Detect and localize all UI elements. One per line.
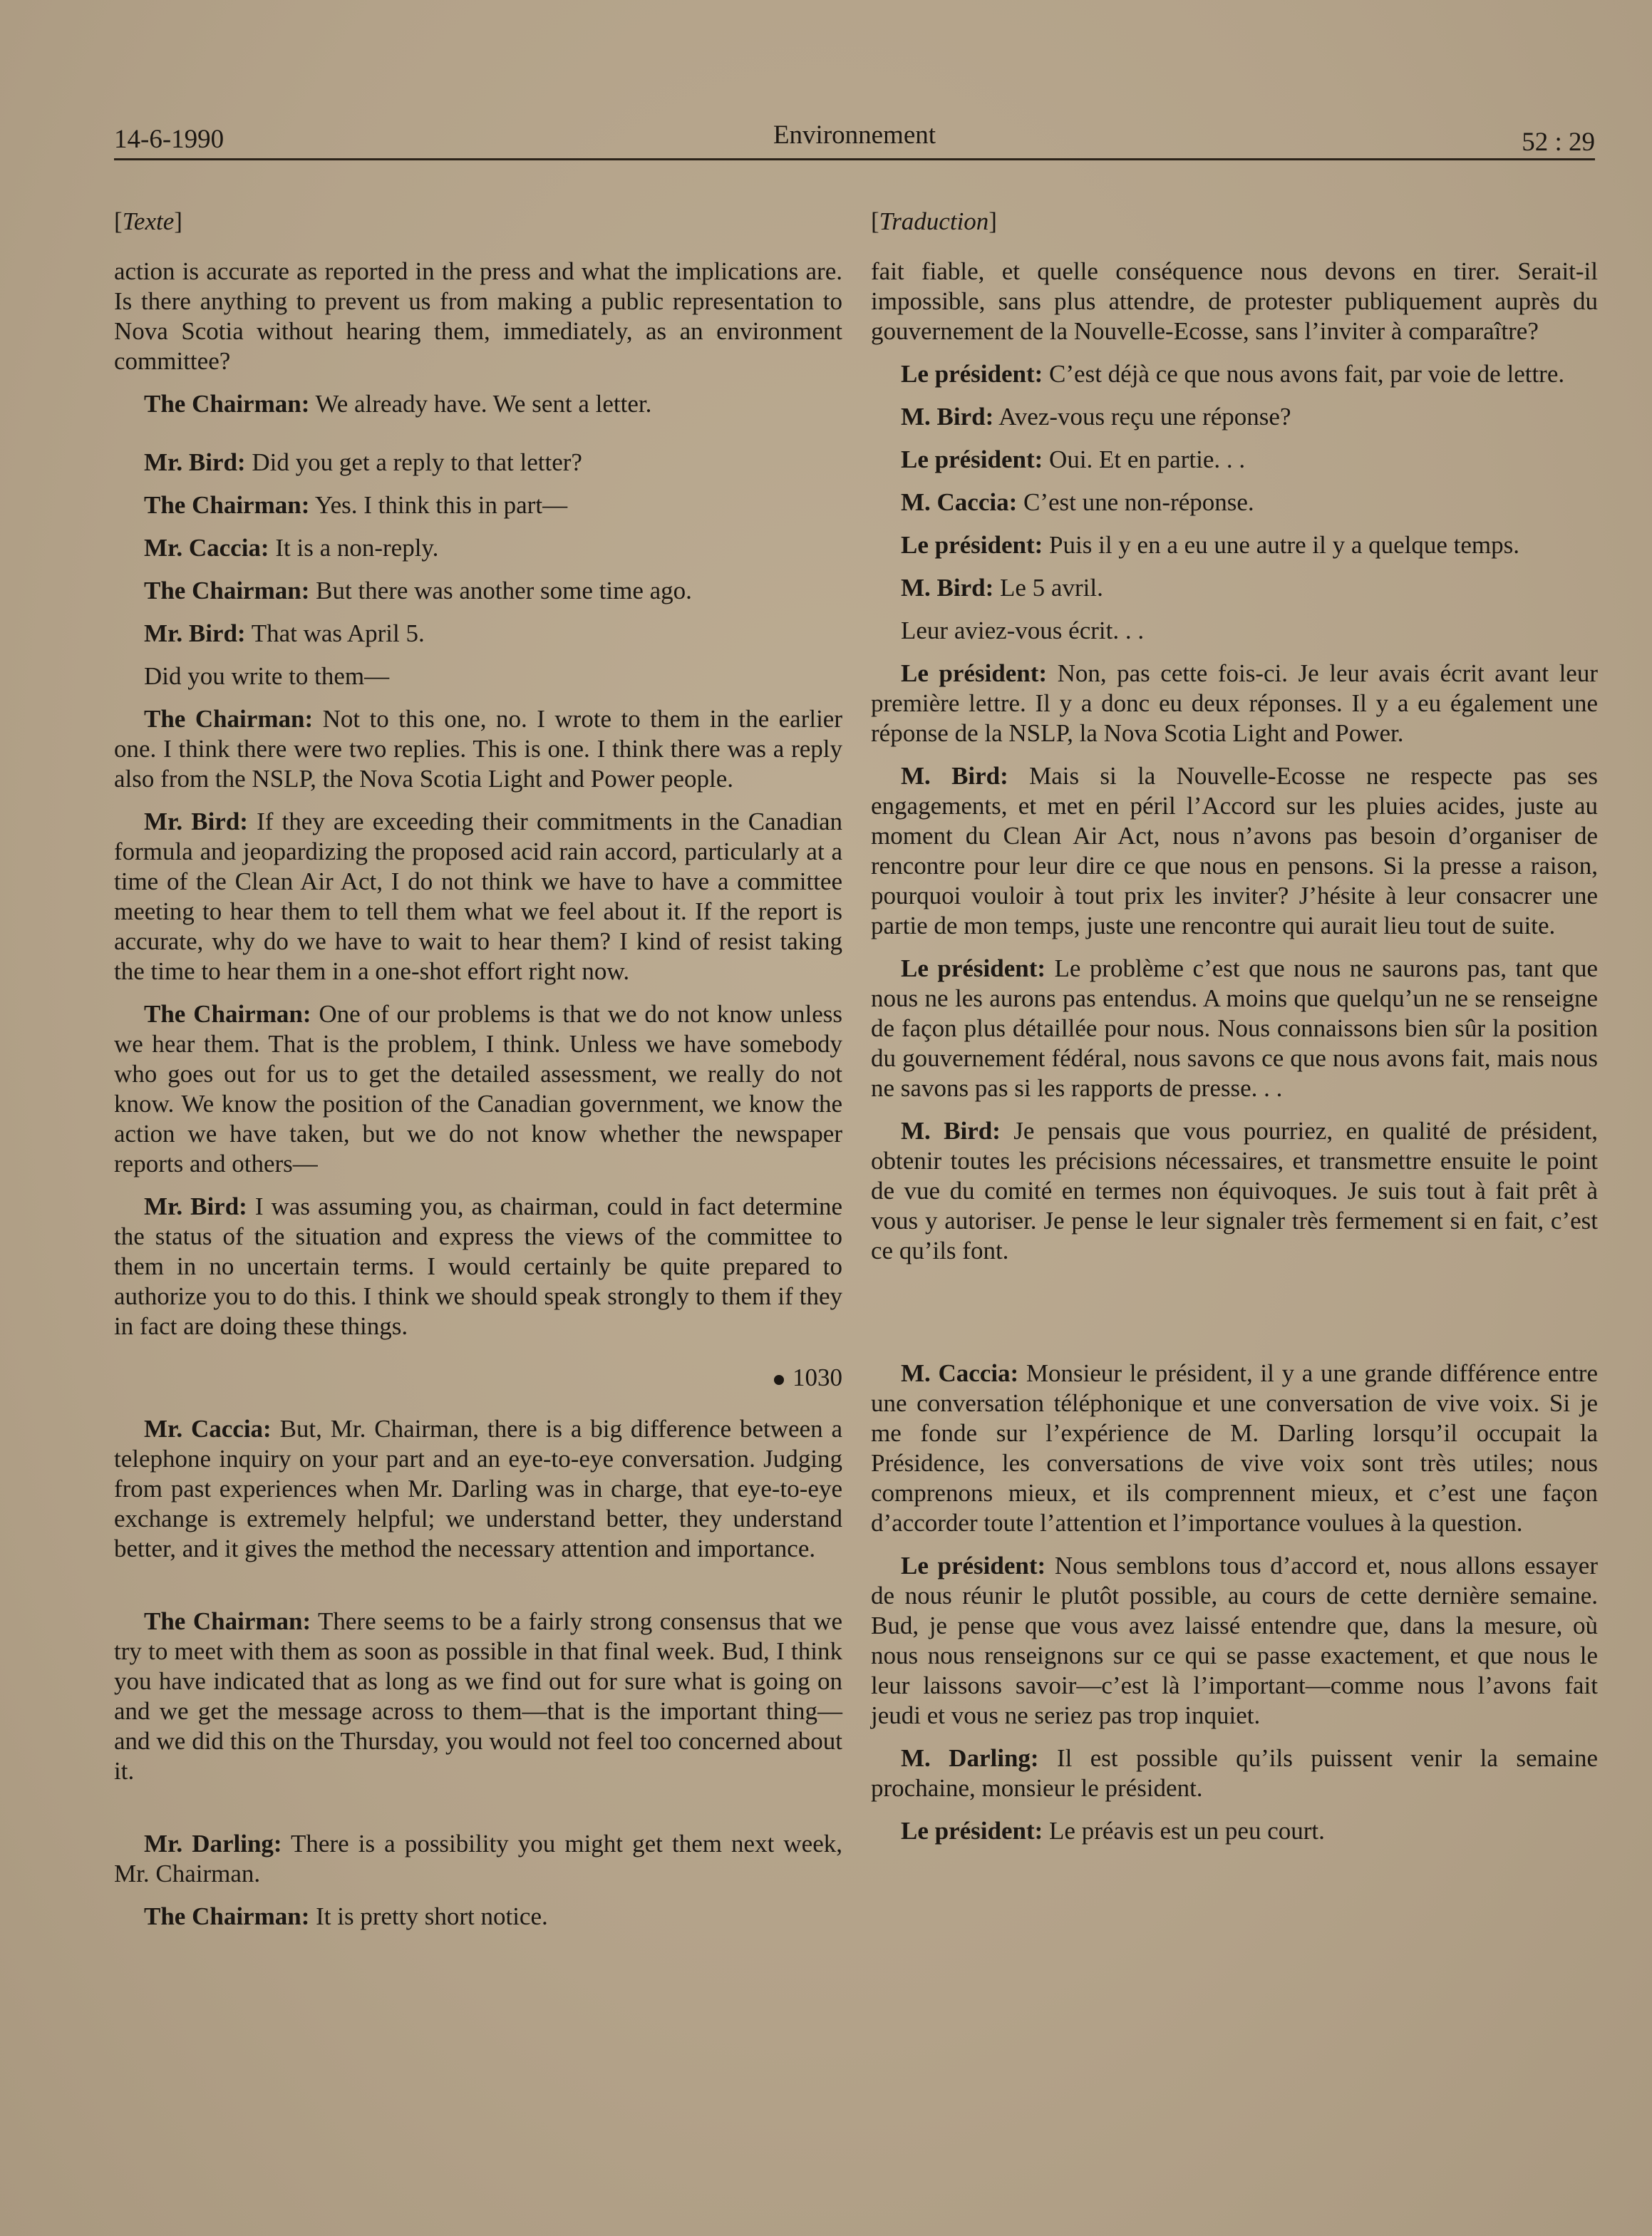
paragraph: Did you write to them— <box>144 662 390 690</box>
speaker: Mr. Bird: <box>144 619 246 647</box>
paragraph: M. Bird: Je pensais que vous pourriez, en qualité de président, obtenir toutes les précisions nécessaires, et transmettre ensuite le point de vue du comité en termes non équivoques. Je suis tout à fait prêt à vous y autoriser. Je pense le leur signaler très fermement si en fait, c’est ce qu’ils font. <box>871 1117 1598 1264</box>
paragraph: Le président: Non, pas cette fois-ci. Je leur avais écrit avant leur première lettre. Il y a donc eu deux réponses. Il y a eu également une réponse de la NSLP, la Nova Scotia Light and Power. <box>871 659 1598 747</box>
paragraph: M. Bird: Le 5 avril. <box>901 574 1103 602</box>
paragraph: Mr. Darling: There is a possibility you might get them next week, Mr. Chairman. <box>114 1830 842 1887</box>
english-column <box>114 207 842 1932</box>
time-marker: 1030 <box>114 1363 842 1393</box>
speaker: Le président: <box>901 445 1043 473</box>
paragraph: M. Bird: Mais si la Nouvelle-Ecosse ne respecte pas ses engagements, et met en péril l’Accord sur les pluies acides, juste au moment du Clean Air Act, nous n’avons pas besoin d’organiser de rencontre pour leur dire ce que nous en pensons. Si la presse a raison, pourquoi vouloir à tout prix les inviter? J’hésite à leur consacrer une partie de mon temps, juste une rencontre qui aurait lieu tout de suite. <box>871 762 1598 939</box>
speaker: M. Bird: <box>901 403 994 431</box>
speaker: M. Bird: <box>901 1117 1001 1145</box>
paragraph: action is accurate as reported in the press and what the implications are. Is there anything to prevent us from making a public representation to Nova Scotia without hearing them, immediately, as an environment committee? <box>114 257 842 375</box>
paragraph: Leur aviez-vous écrit. . . <box>901 617 1145 644</box>
speaker: Mr. Bird: <box>144 448 246 476</box>
speaker: The Chairman: <box>144 1902 310 1930</box>
paragraph: The Chairman: One of our problems is that we do not know unless we hear them. That is the problem, I think. Unless we have somebody who goes out for us to get the detailed assessment, we really do not know. We know the position of the Canadian government, we know the action we have taken, but we do not know whether the newspaper reports and others— <box>114 1000 842 1178</box>
paragraph: The Chairman: Not to this one, no. I wrote to them in the earlier one. I think there were two replies. This is one. I think there was a reply also from the NSLP, the Nova Scotia Light and Power people. <box>114 705 842 793</box>
speaker: Mr. Bird: <box>144 1192 247 1220</box>
paragraph: Le président: C’est déjà ce que nous avons fait, par voie de lettre. <box>901 360 1565 388</box>
paragraph: Le président: Le problème c’est que nous ne saurons pas, tant que nous ne les aurons pas entendus. A moins que quelqu’un ne se renseigne de façon plus détaillée pour nous. Nous connaissons bien sûr la position du gouvernement fédéral, nous savons ce que nous avons fait, mais nous ne savons pas si les rapports de presse. . . <box>871 954 1598 1102</box>
paragraph: Le président: Oui. Et en partie. . . <box>901 445 1246 473</box>
paragraph: Mr. Caccia: It is a non-reply. <box>144 534 439 562</box>
speaker: Le président: <box>901 360 1043 388</box>
speaker: Le président: <box>901 531 1043 559</box>
header-rule <box>114 158 1595 160</box>
paragraph: Mr. Bird: That was April 5. <box>144 619 425 647</box>
speaker: Mr. Bird: <box>144 808 248 835</box>
paragraph: Mr. Bird: If they are exceeding their commitments in the Canadian formula and jeopardizing the proposed acid rain accord, particularly at a time of the Clean Air Act, I do not think we have to have a committee meeting to hear them to tell them what we feel about it. If the report is accurate, why do we have to wait to hear them? I kind of resist taking the time to hear them in a one-shot effort right now. <box>114 808 842 985</box>
speaker: The Chairman: <box>144 491 310 519</box>
french-column <box>871 207 1598 1846</box>
paragraph: The Chairman: Yes. I think this in part— <box>144 491 568 519</box>
paragraph: M. Caccia: Monsieur le président, il y a une grande différence entre une conversation téléphonique et une conversation de vive voix. Si je me fonde sur l’expérience de M. Darling lorsqu’il occupait la Présidence, les conversations de vive voix sont très utiles; nous comprenons mieux, et ils comprennent mieux, et c’est une façon d’accorder toute l’attention et l’importance voulues à la question. <box>871 1359 1598 1537</box>
paragraph: The Chairman: It is pretty short notice. <box>144 1902 548 1930</box>
speaker: The Chairman: <box>144 577 310 604</box>
paragraph: Le président: Nous semblons tous d’accord et, nous allons essayer de nous réunir le plutôt possible, au cours de cette dernière semaine. Bud, je pense que vous avez laissé entendre que, dans la mesure, où nous nous renseignons sur ce qui se passe exactement, et que nous le leur laissons savoir—c’est là l’important—comme nous l’avons fait jeudi et vous ne seriez pas trop inquiet. <box>871 1552 1598 1729</box>
paragraph: Mr. Bird: I was assuming you, as chairman, could in fact determine the status of the situation and express the views of the committee to them in no uncertain terms. I would certainly be quite prepared to authorize you to do this. I think we should speak strongly to them if they in fact are doing these things. <box>114 1192 842 1340</box>
paragraph: The Chairman: We already have. We sent a letter. <box>144 390 652 418</box>
speaker: Mr. Caccia: <box>144 534 269 562</box>
speaker: The Chairman: <box>144 390 310 418</box>
speaker: Le président: <box>901 954 1046 982</box>
paragraph: Le président: Le préavis est un peu court. <box>901 1817 1325 1845</box>
speaker: Le président: <box>901 1817 1043 1845</box>
header-date: 14-6-1990 <box>114 125 224 154</box>
paragraph: The Chairman: But there was another some time ago. <box>144 577 692 604</box>
column-tag-texte: [Texte] <box>114 207 182 235</box>
paragraph: Mr. Bird: Did you get a reply to that letter? <box>144 448 582 476</box>
running-header <box>114 120 1595 160</box>
speaker: M. Caccia: <box>901 1359 1019 1387</box>
header-page-number: 52 : 29 <box>1522 128 1595 157</box>
paragraph: M. Caccia: C’est une non-réponse. <box>901 488 1254 516</box>
paragraph: fait fiable, et quelle conséquence nous devons en tirer. Serait-il impossible, sans plus attendre, de protester publiquement auprès du gouvernement de la Nouvelle-Ecosse, sans l’inviter à comparaître? <box>871 257 1598 345</box>
speaker: Le président: <box>901 659 1048 687</box>
column-tag-traduction: [Traduction] <box>871 207 997 235</box>
bullet-icon <box>774 1375 784 1385</box>
speaker: Mr. Darling: <box>144 1830 282 1858</box>
speaker: M. Bird: <box>901 762 1008 790</box>
speaker: M. Bird: <box>901 574 994 602</box>
speaker: M. Caccia: <box>901 488 1018 516</box>
speaker: The Chairman: <box>144 705 314 733</box>
header-title: Environnement <box>773 120 936 150</box>
paragraph: Mr. Caccia: But, Mr. Chairman, there is a big difference between a telephone inquiry on your part and an eye-to-eye conversation. Judging from past experiences when Mr. Darling was in charge, that eye-to-eye exchange is extremely helpful; we understand better, they understand better, and it gives the method the necessary attention and importance. <box>114 1415 842 1562</box>
speaker: Le président: <box>901 1552 1046 1580</box>
speaker: The Chairman: <box>144 1000 311 1028</box>
speaker: The Chairman: <box>144 1607 311 1635</box>
speaker: M. Darling: <box>901 1744 1039 1772</box>
speaker: Mr. Caccia: <box>144 1415 272 1443</box>
paragraph: The Chairman: There seems to be a fairly strong consensus that we try to meet with them as soon as possible in that final week. Bud, I think you have indicated that as long as we find out for sure what is going on and we get the message across to them—that is the important thing—and we did this on the Thursday, you would not feel too concerned about it. <box>114 1607 842 1785</box>
paragraph: M. Bird: Avez-vous reçu une réponse? <box>901 403 1291 431</box>
paragraph: Le président: Puis il y en a eu une autre il y a quelque temps. <box>901 531 1520 559</box>
paragraph: M. Darling: Il est possible qu’ils puissent venir la semaine prochaine, monsieur le président. <box>871 1744 1598 1802</box>
